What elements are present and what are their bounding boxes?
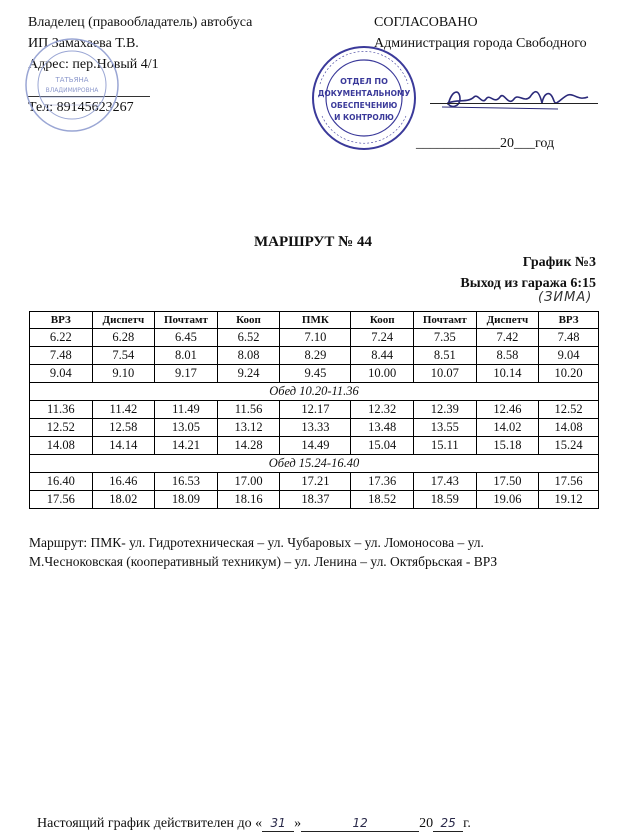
validity-mid: » — [294, 816, 302, 831]
time-cell: 6.28 — [92, 329, 155, 347]
time-cell: 17.56 — [30, 491, 93, 509]
time-cell: 7.10 — [280, 329, 351, 347]
time-cell: 19.06 — [476, 491, 539, 509]
time-cell: 15.04 — [351, 437, 414, 455]
validity-month: 12 — [301, 816, 419, 832]
time-cell: 13.48 — [351, 419, 414, 437]
time-cell: 7.48 — [30, 347, 93, 365]
time-cell: 10.20 — [539, 365, 599, 383]
validity-year-prefix: 20 — [419, 816, 434, 831]
validity-line — [37, 816, 471, 832]
time-cell: 12.52 — [30, 419, 93, 437]
timetable-body — [30, 329, 599, 509]
route-line-1: Маршрут: ПМК- ул. Гидротехническая – ул. Чубаровых – ул. Ломоносова – ул. — [29, 535, 484, 550]
column-header: Диспетч — [476, 312, 539, 329]
time-cell: 8.01 — [155, 347, 218, 365]
time-cell: 14.08 — [539, 419, 599, 437]
time-cell: 11.56 — [217, 401, 280, 419]
owner-stamp-line2: ВЛАДИМИРОВНА — [45, 87, 99, 94]
route-description — [29, 533, 609, 571]
time-cell: 11.36 — [30, 401, 93, 419]
time-cell: 9.04 — [539, 347, 599, 365]
time-cell: 18.37 — [280, 491, 351, 509]
admin-signature — [438, 83, 598, 118]
time-cell: 13.33 — [280, 419, 351, 437]
validity-suffix: г. — [463, 816, 471, 831]
table-row — [30, 437, 599, 455]
agreed-org: Администрация города Свободного — [374, 36, 587, 51]
time-cell: 16.46 — [92, 473, 155, 491]
lunch-break: Обед 10.20-11.36 — [30, 383, 599, 401]
time-cell: 17.21 — [280, 473, 351, 491]
time-cell: 7.24 — [351, 329, 414, 347]
schedule-number: График №3 — [522, 255, 596, 270]
agreed-heading: СОГЛАСОВАНО — [374, 15, 478, 30]
table-row — [30, 365, 599, 383]
column-header: ПМК — [280, 312, 351, 329]
time-cell: 16.53 — [155, 473, 218, 491]
break-row — [30, 383, 599, 401]
time-cell: 12.46 — [476, 401, 539, 419]
admin-stamp-line2: ДОКУМЕНТАЛЬНОМУ — [317, 89, 411, 98]
time-cell: 10.07 — [414, 365, 477, 383]
time-cell: 9.10 — [92, 365, 155, 383]
column-header: Кооп — [217, 312, 280, 329]
time-cell: 7.48 — [539, 329, 599, 347]
time-cell: 14.02 — [476, 419, 539, 437]
table-row — [30, 491, 599, 509]
table-row — [30, 401, 599, 419]
time-cell: 9.17 — [155, 365, 218, 383]
time-cell: 7.35 — [414, 329, 477, 347]
time-cell: 18.16 — [217, 491, 280, 509]
time-cell: 13.55 — [414, 419, 477, 437]
time-cell: 15.11 — [414, 437, 477, 455]
time-cell: 14.14 — [92, 437, 155, 455]
time-cell: 7.42 — [476, 329, 539, 347]
time-cell: 11.42 — [92, 401, 155, 419]
time-cell: 10.00 — [351, 365, 414, 383]
validity-day: 31 — [262, 816, 294, 832]
lunch-break: Обед 15.24-16.40 — [30, 455, 599, 473]
validity-prefix: Настоящий график действителен до « — [37, 816, 263, 831]
column-header: Кооп — [351, 312, 414, 329]
time-cell: 18.59 — [414, 491, 477, 509]
time-cell: 6.45 — [155, 329, 218, 347]
time-cell: 7.54 — [92, 347, 155, 365]
column-header: Почтамт — [155, 312, 218, 329]
time-cell: 12.58 — [92, 419, 155, 437]
time-cell: 17.50 — [476, 473, 539, 491]
time-cell: 18.09 — [155, 491, 218, 509]
time-cell: 13.12 — [217, 419, 280, 437]
table-row — [30, 347, 599, 365]
time-cell: 13.05 — [155, 419, 218, 437]
timetable-header — [30, 312, 599, 329]
time-cell: 16.40 — [30, 473, 93, 491]
time-cell: 11.49 — [155, 401, 218, 419]
time-cell: 8.29 — [280, 347, 351, 365]
owner-stamp — [22, 35, 122, 140]
time-cell: 14.21 — [155, 437, 218, 455]
time-cell: 14.08 — [30, 437, 93, 455]
time-cell: 8.44 — [351, 347, 414, 365]
schedule-info — [460, 252, 596, 294]
time-cell: 6.22 — [30, 329, 93, 347]
season-note: (ЗИМА) — [538, 290, 593, 305]
time-cell: 12.52 — [539, 401, 599, 419]
break-row — [30, 455, 599, 473]
route-title: МАРШРУТ № 44 — [253, 234, 372, 250]
time-cell: 9.04 — [30, 365, 93, 383]
admin-stamp — [310, 44, 418, 157]
owner-stamp-line1: ТАТЬЯНА — [55, 76, 89, 84]
time-cell: 17.36 — [351, 473, 414, 491]
table-row — [30, 473, 599, 491]
time-cell: 10.14 — [476, 365, 539, 383]
validity-year: 25 — [433, 816, 463, 832]
owner-address: Адрес: пер.Новый 4/1 — [28, 57, 159, 72]
column-header: Диспетч — [92, 312, 155, 329]
signature-line — [430, 103, 598, 104]
time-cell: 18.02 — [92, 491, 155, 509]
time-cell: 6.52 — [217, 329, 280, 347]
time-cell: 8.58 — [476, 347, 539, 365]
admin-stamp-line1: ОТДЕЛ ПО — [340, 77, 388, 86]
time-cell: 14.28 — [217, 437, 280, 455]
time-cell: 12.32 — [351, 401, 414, 419]
time-cell: 12.17 — [280, 401, 351, 419]
time-cell: 19.12 — [539, 491, 599, 509]
column-header: ВРЗ — [539, 312, 599, 329]
time-cell: 12.39 — [414, 401, 477, 419]
time-cell: 17.43 — [414, 473, 477, 491]
owner-name: ИП Замахаева Т.В. — [28, 36, 139, 51]
column-header: Почтамт — [414, 312, 477, 329]
time-cell: 15.18 — [476, 437, 539, 455]
timetable — [29, 311, 599, 509]
owner-title: Владелец (правообладатель) автобуса — [28, 15, 253, 30]
admin-stamp-line3: ОБЕСПЕЧЕНИЮ — [330, 101, 398, 110]
garage-departure: Выход из гаража 6:15 — [460, 276, 596, 291]
table-row — [30, 329, 599, 347]
time-cell: 18.52 — [351, 491, 414, 509]
time-cell: 8.51 — [414, 347, 477, 365]
time-cell: 9.24 — [217, 365, 280, 383]
time-cell: 15.24 — [539, 437, 599, 455]
route-line-2: М.Чесноковская (кооперативный техникум) – ул. Ленина – ул. Октябрьская - ВРЗ — [29, 554, 498, 569]
time-cell: 14.49 — [280, 437, 351, 455]
owner-phone: Тел: 89145623267 — [28, 100, 134, 115]
time-cell: 17.56 — [539, 473, 599, 491]
column-header: ВРЗ — [30, 312, 93, 329]
time-cell: 17.00 — [217, 473, 280, 491]
time-cell: 8.08 — [217, 347, 280, 365]
admin-stamp-line4: И КОНТРОЛЮ — [334, 113, 394, 122]
time-cell: 9.45 — [280, 365, 351, 383]
table-row — [30, 419, 599, 437]
agreed-date-line: ____________20___год — [416, 136, 555, 151]
